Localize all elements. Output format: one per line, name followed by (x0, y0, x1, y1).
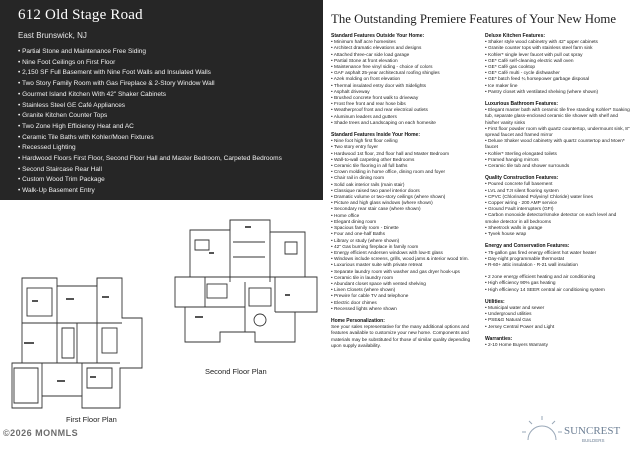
feature-item: • Nine foot high first floor ceiling (331, 139, 398, 145)
highlight-item: • Custom Wood Trim Package (18, 176, 105, 184)
feature-item: • Deluxe Shaker wood cabinetry with quartz countertop and Moen* faucet (485, 139, 625, 151)
feature-item: • Hardwood 1st floor, 2nd floor hall and Master Bedroom (331, 151, 450, 157)
highlight-item: • Recessed Lighting (18, 144, 76, 152)
feature-section-heading: Home Personalization: (331, 317, 385, 324)
feature-item: • Ceramic tile flooring in all full baths (331, 164, 408, 170)
feature-item: • Library or study (where shown) (331, 238, 400, 244)
feature-item: • Municipal water and sewer (485, 305, 545, 311)
highlight-item: • 2,150 SF Full Basement with Nine Foot Walls and Insulated Walls (18, 69, 211, 77)
highlight-item: • Walk-Up Basement Entry (18, 187, 95, 195)
feature-list (485, 40, 631, 96)
feature-item: • High efficiency 14 SEER central air conditioning system (485, 287, 605, 293)
feature-item: • Ceramic tile in laundry room (331, 275, 394, 281)
feature-item: • Attached three-car side load garage (331, 52, 410, 58)
feature-section-heading: Standard Features Outside Your Home: (331, 33, 425, 39)
feature-item: • Luxurious master suite with private retreat (331, 263, 423, 269)
feature-item: • Ice maker line (485, 83, 518, 89)
feature-item: • Poured concrete full basement (485, 182, 553, 188)
feature-section-heading: Deluxe Kitchen Features: (485, 33, 546, 39)
feature-item: • Ground Fault interrupters (GFI) (485, 207, 554, 213)
features-right-column (485, 33, 631, 350)
highlight-item: • Two Zone High Efficiency Heat and AC (18, 122, 134, 130)
feature-item: • 2 zone energy efficient heating and air conditioning (485, 275, 596, 281)
features-title: The Outstanding Premiere Features of Your New Home (331, 12, 617, 26)
feature-item: • Crown molding in home office, dining room and foyer (331, 170, 446, 176)
feature-item: • Recessed lights where shown (331, 306, 397, 312)
feature-item: • Windows include screens, grills, wood jams & interior wood trim. (331, 257, 469, 263)
feature-item: • Classique raised two panel interior doors (331, 188, 420, 194)
feature-item: • Partial Stone at front elevation (331, 58, 398, 64)
feature-list (485, 251, 631, 294)
feature-item: • Aluminum leaders and gutters (331, 114, 397, 120)
highlight-item: • Stainless Steel GE Café Appliances (18, 101, 126, 109)
feature-item: • Shaker style wood cabinetry with 42" upper cabinets (485, 40, 598, 46)
feature-item: • GE* Café gas cooktop (485, 65, 535, 71)
feature-section-heading: Quality Construction Features: (485, 175, 559, 182)
feature-item: • 2-10 Home Buyers Warranty (485, 342, 548, 348)
feature-item: • CPVC (Chlorinated Polyvinyl Chloride) water lines (485, 194, 594, 200)
feature-item: • Chair rail in dining room (331, 176, 385, 182)
feature-item: • Granite counter tops with stainless steel farm sink (485, 46, 593, 52)
feature-item: • Electric door chimes (331, 300, 377, 306)
feature-item: • R-60+ attic insulation - R-21 wall insulation (485, 262, 578, 268)
property-address: 612 Old Stage Road (18, 7, 143, 23)
feature-item: • Abundant closet space with vented shelving (331, 281, 426, 287)
second-floor-plan (145, 212, 320, 362)
feature-section-heading: Standard Features Inside Your Home: (331, 132, 421, 139)
feature-item: • Kohler* Sterling elongated toilets (485, 151, 557, 157)
feature-section-heading: Luxurious Bathroom Features: (485, 101, 559, 108)
feature-item: • Wall-to-wall carpeting other Bedrooms (331, 157, 415, 163)
feature-item: • Brushed concrete front walk to driveway (331, 96, 419, 102)
feature-item: • PSE&G Natural Gas (485, 318, 532, 324)
highlight-item: • Gourmet Island Kitchen With 42" Shaker Cabinets (18, 90, 167, 98)
highlight-item: • Nine Foot Ceilings on First Floor (18, 58, 116, 66)
highlight-item: • Hardwood Floors First Floor, Second Floor Hall and Master Bedroom, Carpeted Bedrooms (18, 155, 282, 163)
feature-item: • Prewire for cable TV and telephone (331, 294, 409, 300)
feature-item: • GE* Café multi - cycle dishwasher (485, 71, 560, 77)
property-highlights-panel (0, 0, 323, 200)
feature-section-heading: Utilities: (485, 298, 505, 305)
feature-item: • Sheetrock walls in garage (485, 225, 543, 231)
feature-item: • Kohler* single lever faucet with pull out spray (485, 52, 583, 58)
feature-item: • Two story entry foyer (331, 145, 378, 151)
feature-item: • Jersey Central Power and Light (485, 324, 555, 330)
feature-section-heading: Energy and Conservation Features: (485, 243, 570, 250)
feature-item: • 42" Gas burning fireplace in family room (331, 244, 419, 250)
mls-watermark: ©2026 MONMLS (3, 428, 79, 438)
feature-item: • Elegant master bath with ceramic tile free standing Kohler* Soaking tub, separate glass-enclosed ceramic tile shower with shelf and his/her vanity sinks (485, 108, 630, 126)
feature-item: • LVL and TJI silent flooring system (485, 188, 559, 194)
feature-item: • Tyvek house wrap (485, 232, 527, 238)
feature-list (485, 306, 631, 331)
feature-list (485, 108, 631, 170)
logo-sub: BUILDERS (582, 438, 605, 443)
feature-item: • Ceramic tile tub and shower surrounds (485, 164, 570, 170)
feature-item: • Solid oak interior rails (main stair) (331, 182, 405, 188)
feature-item: • Picture and high glass windows (where shown) (331, 201, 433, 207)
feature-item: • Home office (331, 213, 360, 219)
feature-item: • Architect dramatic elevations and designs (331, 46, 422, 52)
feature-item: • Elegant dining room (331, 219, 377, 225)
logo-name: SUNCREST (564, 425, 621, 437)
feature-item: • Secondary rear stair case (where shown) (331, 207, 421, 213)
highlight-item: • Partial Stone and Maintenance Free Siding (18, 48, 147, 55)
feature-item: • Day-night programmable thermostat (485, 256, 565, 262)
feature-item: • Frost free front and rear hose bibs (331, 102, 406, 108)
features-left-column (331, 33, 477, 350)
feature-item: • Underground utilities (485, 312, 532, 318)
feature-item: • Linen Closets (where shown) (331, 288, 396, 294)
feature-item: • Framed hanging mirrors (485, 157, 539, 163)
feature-item: • Copper wiring - 200 AMP service (485, 201, 558, 207)
feature-item: • Separate laundry room with washer and gas dryer hook-ups (331, 269, 460, 275)
feature-item: • Azek molding on front elevation (331, 77, 400, 83)
feature-item: • First floor powder room with quartz countertop, undermount sink, 8" spread faucet and framed mirror (485, 126, 630, 139)
feature-item: • Weatherproof front and rear electrical outlets (331, 108, 428, 114)
first-floor-plan-label: First Floor Plan (66, 415, 117, 424)
feature-item: • Energy efficient Andersen windows with low-E glass (331, 250, 443, 256)
feature-item: • Dramatic volume or two-story ceilings (where shown) (331, 195, 446, 201)
feature-section-heading: Warranties: (485, 335, 513, 342)
feature-item: • Shade trees and Landscaping on each homesite (331, 120, 436, 126)
feature-paragraph: See your sales representative for the many additional options and features available to customize your new home. Components and materials may be substituted for those of similar quality depending upon supply availability. (331, 325, 471, 349)
suncrest-builders-logo (520, 414, 630, 444)
feature-list (485, 343, 631, 349)
feature-list (331, 40, 477, 127)
feature-item: • Minimum half acre homesites (331, 40, 396, 46)
feature-item: • GAF asphalt 25-year architectural roofing shingles (331, 71, 440, 77)
second-floor-plan-label: Second Floor Plan (205, 367, 267, 376)
feature-item: • Asphalt driveway (331, 89, 370, 95)
highlight-item: • Two Story Family Room with Gas Fireplace & 2-Story Window Wall (18, 80, 215, 88)
feature-item: • Spacious family room - Dinette (331, 226, 399, 232)
feature-item: • 75-gallon gas fired energy efficient hot water heater (485, 250, 597, 256)
property-city: East Brunswick, NJ (18, 31, 87, 40)
features-panel (323, 0, 640, 450)
feature-item: • GE* batch feed ¾ horsepower garbage disposal (485, 77, 590, 83)
first-floor-plan (2, 268, 152, 416)
feature-item: • Carbon monoxide detector/smoke detector on each level and smoke detector in all bedrooms (485, 213, 617, 225)
feature-item: • Pantry closet with ventilated shelving (where shown) (485, 89, 599, 95)
feature-item: • Four and one-half Baths (331, 232, 385, 238)
highlight-item: • Second Staircase Rear Hall (18, 165, 102, 173)
feature-list (331, 139, 477, 313)
highlight-item: • Ceramic Tile Baths with Kohler/Moen Fixtures (18, 133, 154, 141)
highlights-list (18, 47, 305, 197)
feature-item: • Maintenance free vinyl siding - choice of colors (331, 65, 433, 71)
feature-list (485, 182, 631, 238)
highlight-item: • Granite Kitchen Counter Tops (18, 112, 108, 120)
feature-item: • High efficiency 90% gas heating (485, 281, 556, 287)
feature-item: • GE* Café self-cleaning electric wall oven (485, 58, 574, 64)
feature-item: • Thermal insulated entry door with Sidelights (331, 83, 427, 89)
